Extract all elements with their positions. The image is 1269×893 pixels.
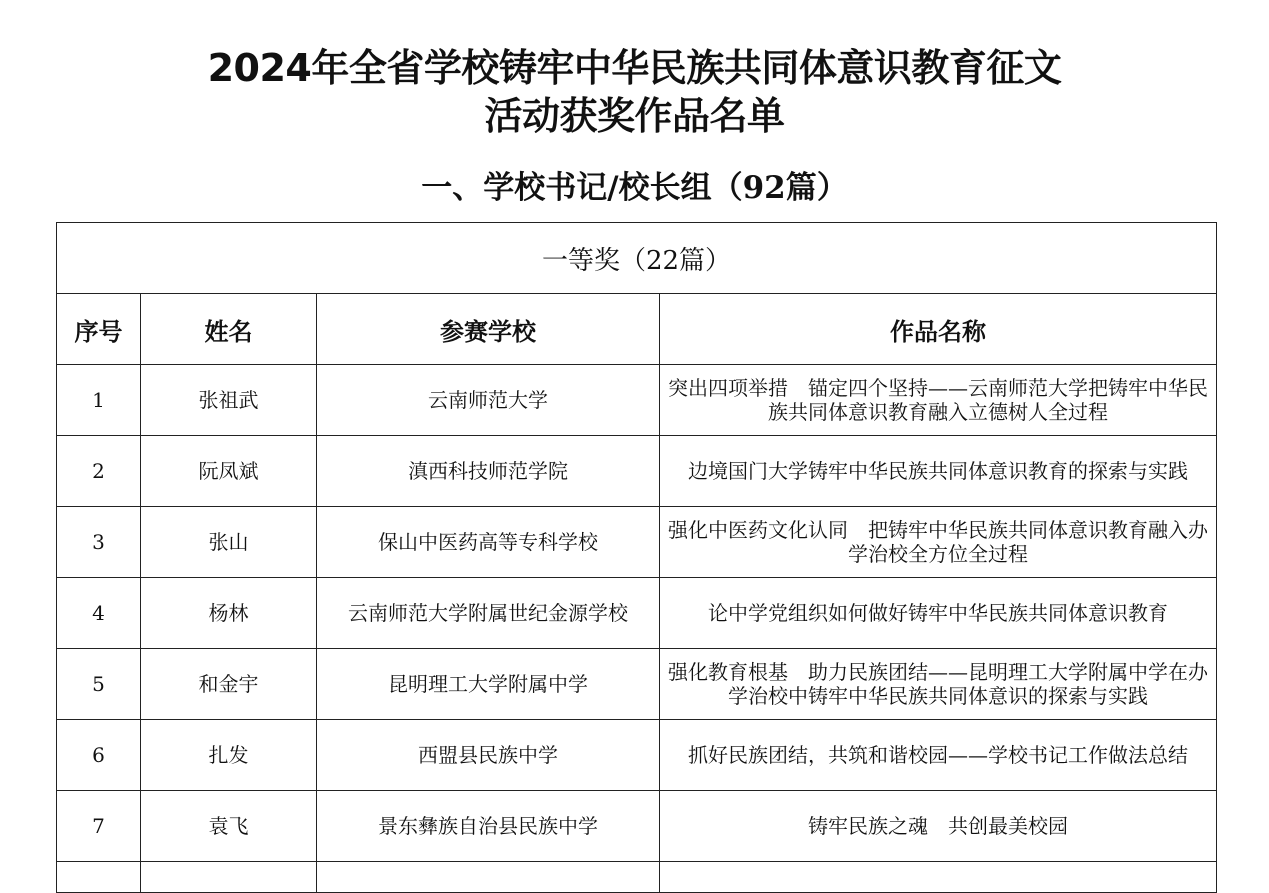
section-heading: 一、学校书记/校长组（92篇） [421, 170, 848, 206]
cell-name: 扎发 [141, 720, 317, 791]
header-work: 作品名称 [660, 294, 1217, 365]
cell-school: 景东彝族自治县民族中学 [317, 791, 660, 862]
cell-name: 阮凤斌 [141, 436, 317, 507]
cell-work: 突出四项举措 锚定四个坚持——云南师范大学把铸牢中华民族共同体意识教育融入立德树人全过程 [660, 365, 1217, 436]
cell-work: 铸牢民族之魂 共创最美校园 [660, 791, 1217, 862]
document-title-line-2: 活动获奖作品名单 [484, 94, 785, 138]
table-row-partial [57, 862, 1217, 893]
cell-name: 张山 [141, 507, 317, 578]
award-table [56, 222, 1217, 893]
cell-name: 张祖武 [141, 365, 317, 436]
header-index: 序号 [57, 294, 141, 365]
cell-school: 昆明理工大学附属中学 [317, 649, 660, 720]
table-header-row [57, 294, 1217, 365]
cell-work: 强化中医药文化认同 把铸牢中华民族共同体意识教育融入办学治校全方位全过程 [660, 507, 1217, 578]
cell-name: 和金宇 [141, 649, 317, 720]
cell-work: 抓好民族团结，共筑和谐校园——学校书记工作做法总结 [660, 720, 1217, 791]
table-row [57, 578, 1217, 649]
cell-school: 西盟县民族中学 [317, 720, 660, 791]
cell-work: 强化教育根基 助力民族团结——昆明理工大学附属中学在办学治校中铸牢中华民族共同体意识的探索与实践 [660, 649, 1217, 720]
cell-index: 7 [57, 791, 141, 862]
table-row [57, 507, 1217, 578]
table-row [57, 436, 1217, 507]
table-row [57, 791, 1217, 862]
cell-school: 保山中医药高等专科学校 [317, 507, 660, 578]
cell-index: 6 [57, 720, 141, 791]
prize-row [57, 223, 1217, 294]
cell-name: 袁飞 [141, 791, 317, 862]
cell-school: 云南师范大学 [317, 365, 660, 436]
document-title-line-1: 2024年全省学校铸牢中华民族共同体意识教育征文 [207, 46, 1062, 90]
cell-index: 5 [57, 649, 141, 720]
prize-heading: 一等奖（22篇） [57, 223, 1217, 294]
table-row [57, 720, 1217, 791]
cell-work: 边境国门大学铸牢中华民族共同体意识教育的探索与实践 [660, 436, 1217, 507]
header-name: 姓名 [141, 294, 317, 365]
cell-work: 论中学党组织如何做好铸牢中华民族共同体意识教育 [660, 578, 1217, 649]
cell-name: 杨林 [141, 578, 317, 649]
table-row [57, 649, 1217, 720]
cell-school: 云南师范大学附属世纪金源学校 [317, 578, 660, 649]
header-school: 参赛学校 [317, 294, 660, 365]
table-row [57, 365, 1217, 436]
cell-index: 3 [57, 507, 141, 578]
cell-index: 1 [57, 365, 141, 436]
cell-index: 4 [57, 578, 141, 649]
cell-school: 滇西科技师范学院 [317, 436, 660, 507]
cell-index: 2 [57, 436, 141, 507]
